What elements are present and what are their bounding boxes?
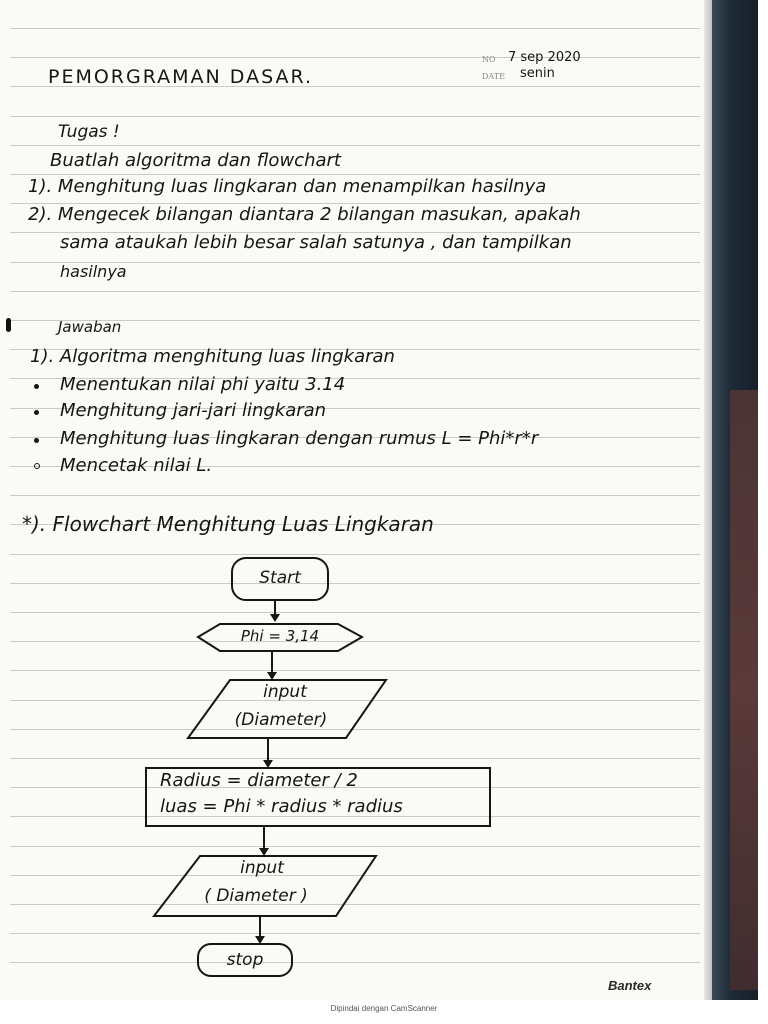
input-label: input (263, 682, 307, 702)
algorithm-title: 1). Algoritma menghitung luas lingkaran (30, 346, 395, 367)
task-heading: Tugas ! (58, 122, 120, 142)
task-item-2-end: hasilnya (60, 262, 127, 281)
input-variable: (Diameter) (234, 710, 328, 730)
output-label: input (240, 858, 284, 878)
flowchart-title: *). Flowchart Menghitung Luas Lingkaran (22, 512, 434, 536)
desk-surface (730, 390, 758, 990)
arrowhead-icon (255, 936, 265, 944)
scanner-footer: Dipindai dengan CamScanner (330, 1004, 438, 1013)
no-value: 7 sep 2020 (508, 50, 581, 65)
algorithm-step-2: Menghitung jari-jari lingkaran (60, 400, 327, 421)
process-line-1: Radius = diameter / 2 (160, 770, 358, 791)
task-intro: Buatlah algoritma dan flowchart (50, 150, 341, 171)
arrowhead-icon (267, 672, 277, 680)
arrowhead-icon (263, 760, 273, 768)
arrowhead-icon (259, 848, 269, 856)
algorithm-step-1: Menentukan nilai phi yaitu 3.14 (60, 374, 346, 395)
start-label: Start (259, 568, 301, 588)
answer-heading: Jawaban (58, 318, 122, 336)
date-value: senin (520, 66, 555, 81)
algorithm-step-4: Mencetak nilai L. (60, 455, 213, 476)
stop-label: stop (226, 950, 264, 970)
task-item-2-cont: sama ataukah lebih besar salah satunya , dan tampilkan (60, 232, 572, 253)
process-line-2: luas = Phi * radius * radius (160, 796, 403, 817)
arrowhead-icon (270, 614, 280, 622)
init-label: Phi = 3,14 (240, 627, 320, 645)
output-variable: ( Diameter ) (204, 886, 308, 906)
date-label: DATE (482, 72, 505, 81)
algorithm-step-3: Menghitung luas lingkaran dengan rumus L = Phi*r*r (60, 428, 539, 449)
page-title: PEMORGRAMAN DASAR. (48, 66, 314, 88)
brand-logo: Bantex (608, 978, 652, 993)
task-item-2: 2). Mengecek bilangan diantara 2 bilangan masukan, apakah (28, 204, 581, 225)
task-item-1: 1). Menghitung luas lingkaran dan menampilkan hasilnya (28, 176, 547, 197)
no-label: NO (482, 55, 496, 64)
